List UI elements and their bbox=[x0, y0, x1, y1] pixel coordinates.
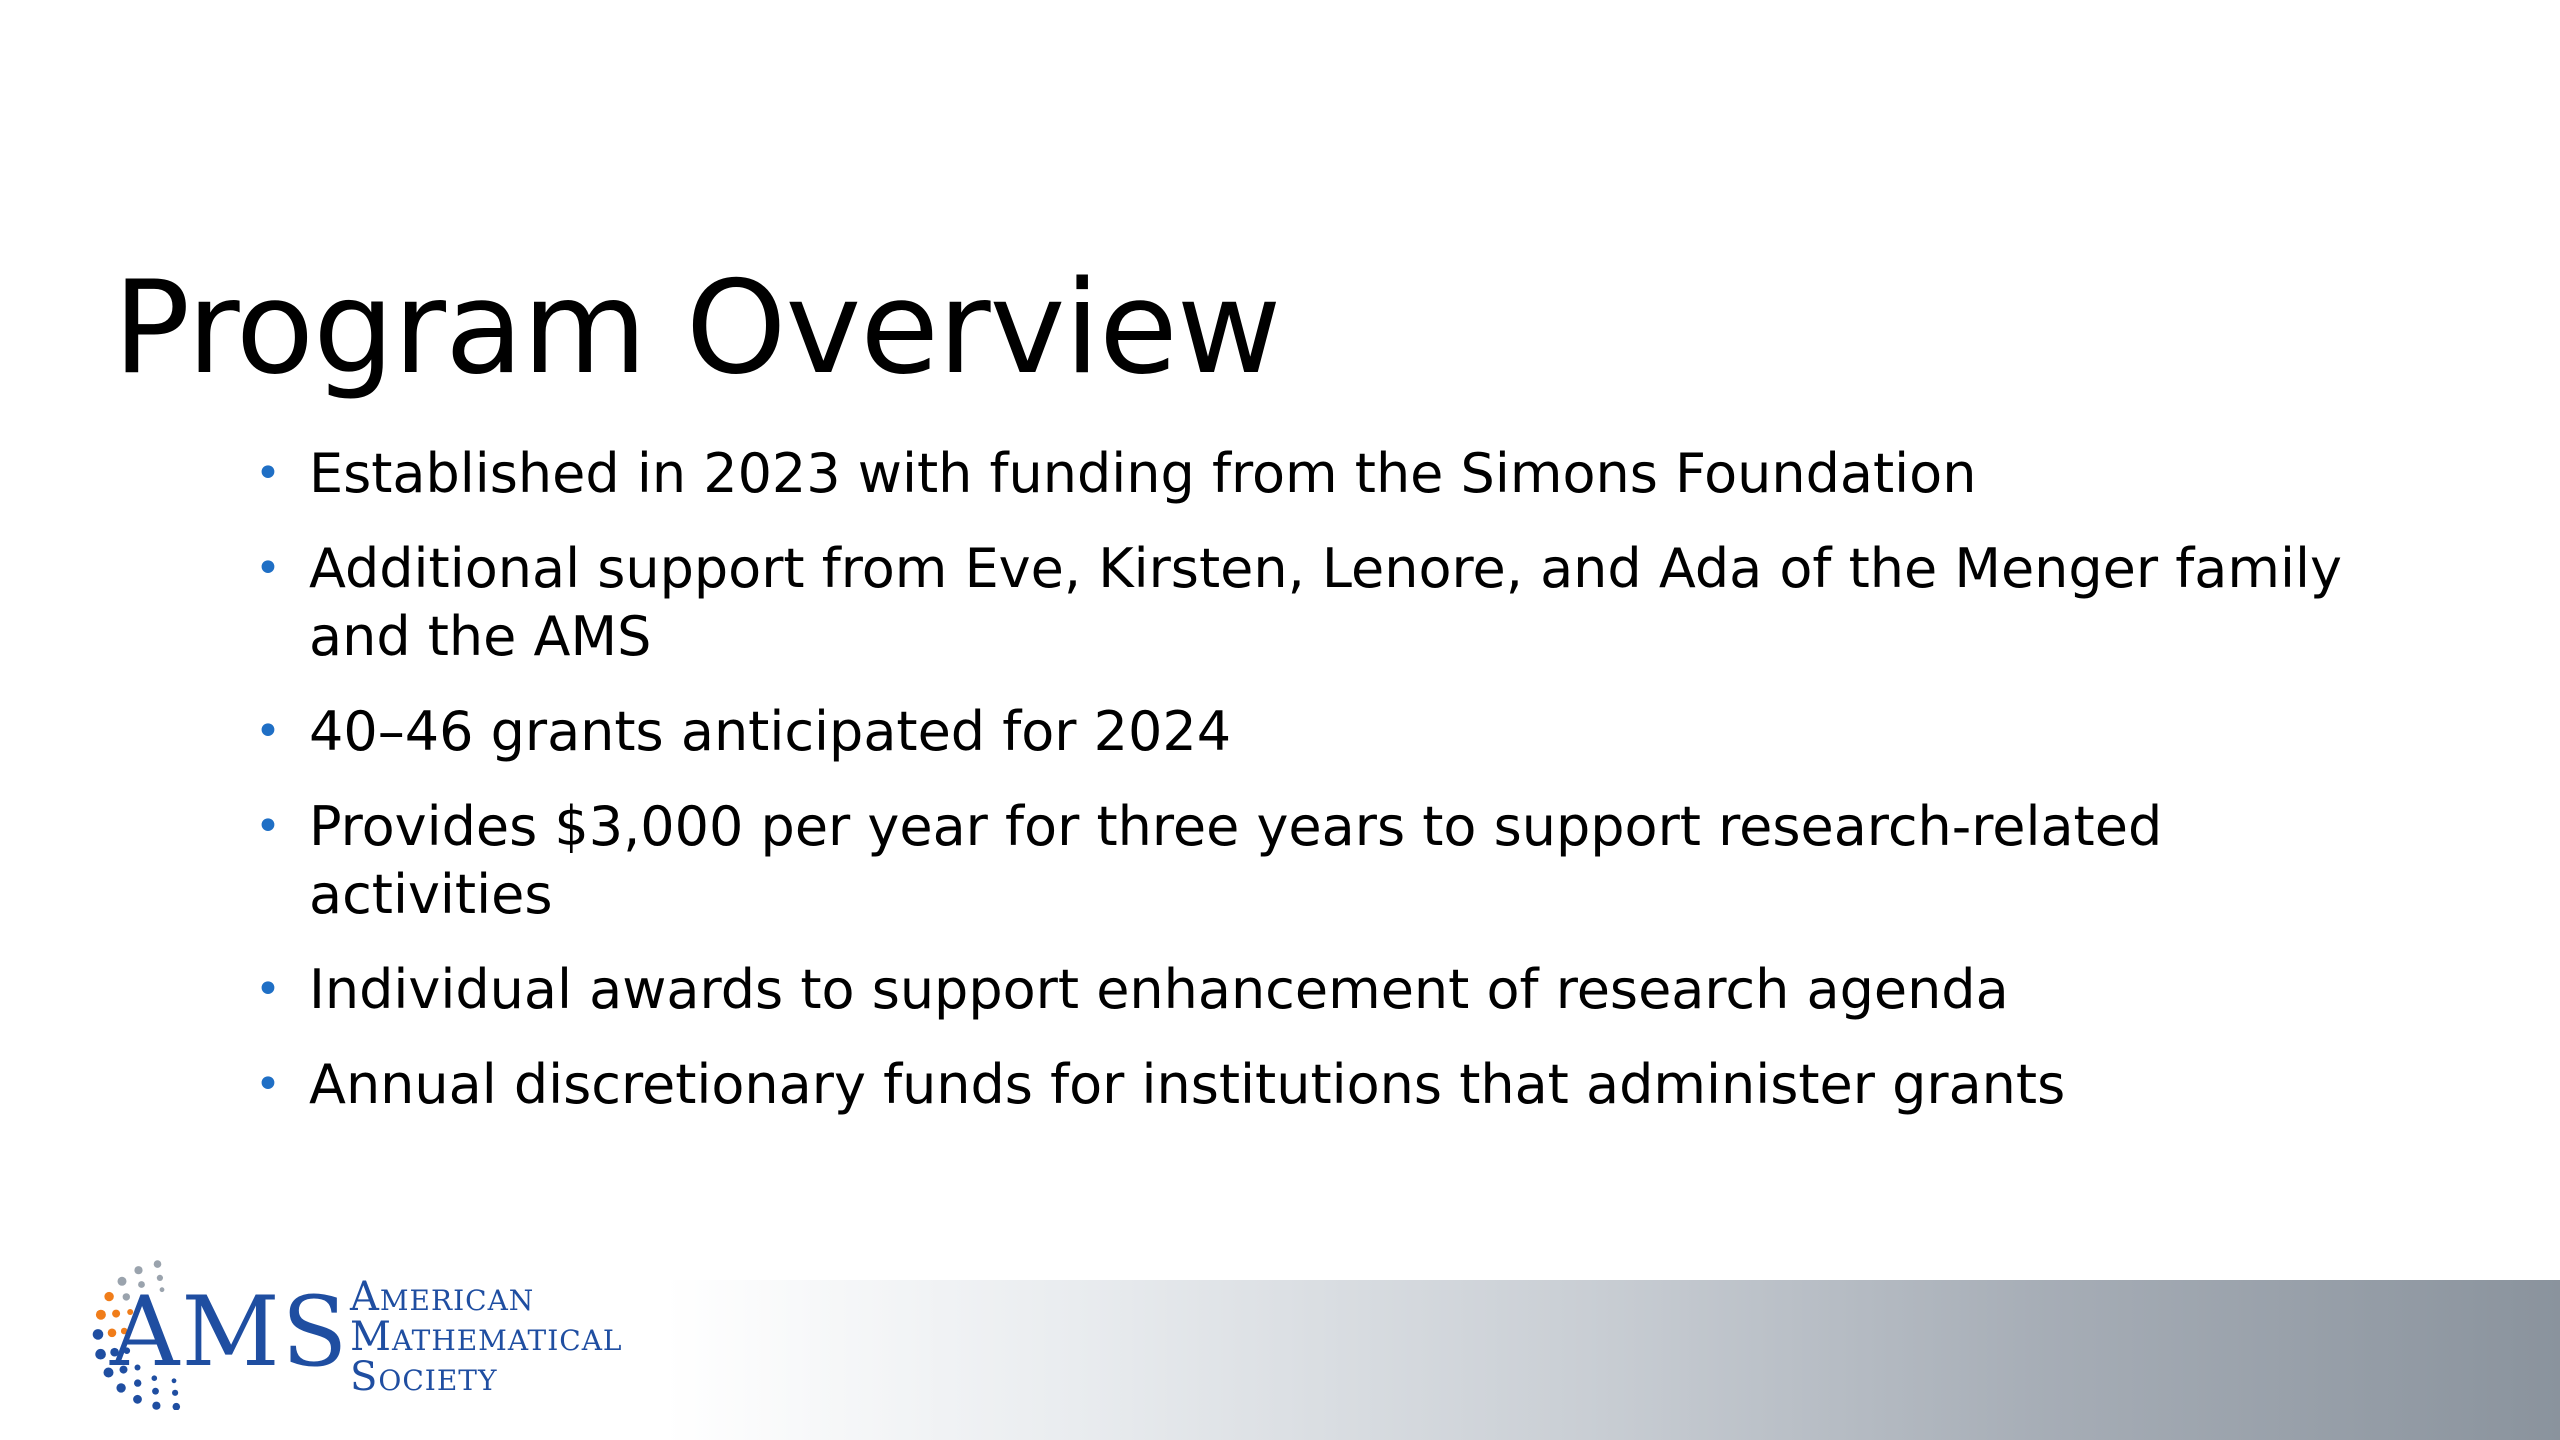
logo-dot bbox=[95, 1349, 106, 1360]
ams-logo bbox=[50, 1255, 690, 1410]
bullet-text: 40–46 grants anticipated for 2024 bbox=[309, 700, 1232, 763]
bullet-dot-icon: • bbox=[255, 448, 281, 499]
bullet-text: Individual awards to support enhancement of research agenda bbox=[309, 958, 2009, 1021]
logo-dot bbox=[172, 1390, 178, 1396]
logo-dot bbox=[134, 1266, 142, 1274]
bullet-dot-icon: • bbox=[255, 801, 281, 852]
logo-dot bbox=[96, 1310, 106, 1320]
logo-dot bbox=[154, 1260, 162, 1268]
bullet-text: Provides $3,000 per year for three years to support research-related activities bbox=[309, 795, 2163, 926]
bullet-item bbox=[255, 535, 2365, 671]
logo-abbreviation: AMS bbox=[110, 1276, 350, 1388]
logo-dot bbox=[93, 1329, 104, 1340]
bullet-text: Annual discretionary funds for institutions that administer grants bbox=[309, 1053, 2066, 1116]
logo-dot bbox=[152, 1388, 159, 1395]
logo-society-name bbox=[350, 1274, 623, 1400]
slide-title: Program Overview bbox=[113, 254, 1281, 403]
bullet-item bbox=[255, 956, 2365, 1024]
logo-name-line: American bbox=[350, 1274, 535, 1320]
logo-name-line: Society bbox=[350, 1354, 498, 1400]
bullet-dot-icon: • bbox=[255, 706, 281, 757]
bullet-dot-icon: • bbox=[255, 1059, 281, 1110]
bullet-list bbox=[255, 440, 2365, 1146]
logo-dot bbox=[152, 1402, 160, 1410]
bullet-item bbox=[255, 440, 2365, 508]
bullet-item bbox=[255, 1051, 2365, 1119]
bullet-dot-icon: • bbox=[255, 543, 281, 594]
logo-dot bbox=[133, 1395, 142, 1404]
logo-name-line: Mathematical bbox=[350, 1314, 623, 1360]
bullet-dot-icon: • bbox=[255, 964, 281, 1015]
bullet-text: Additional support from Eve, Kirsten, Lenore, and Ada of the Menger family and the AMS bbox=[309, 537, 2342, 668]
bullet-text: Established in 2023 with funding from the Simons Foundation bbox=[309, 442, 1977, 505]
bullet-item bbox=[255, 698, 2365, 766]
bullet-item bbox=[255, 793, 2365, 929]
logo-dot bbox=[173, 1403, 181, 1410]
